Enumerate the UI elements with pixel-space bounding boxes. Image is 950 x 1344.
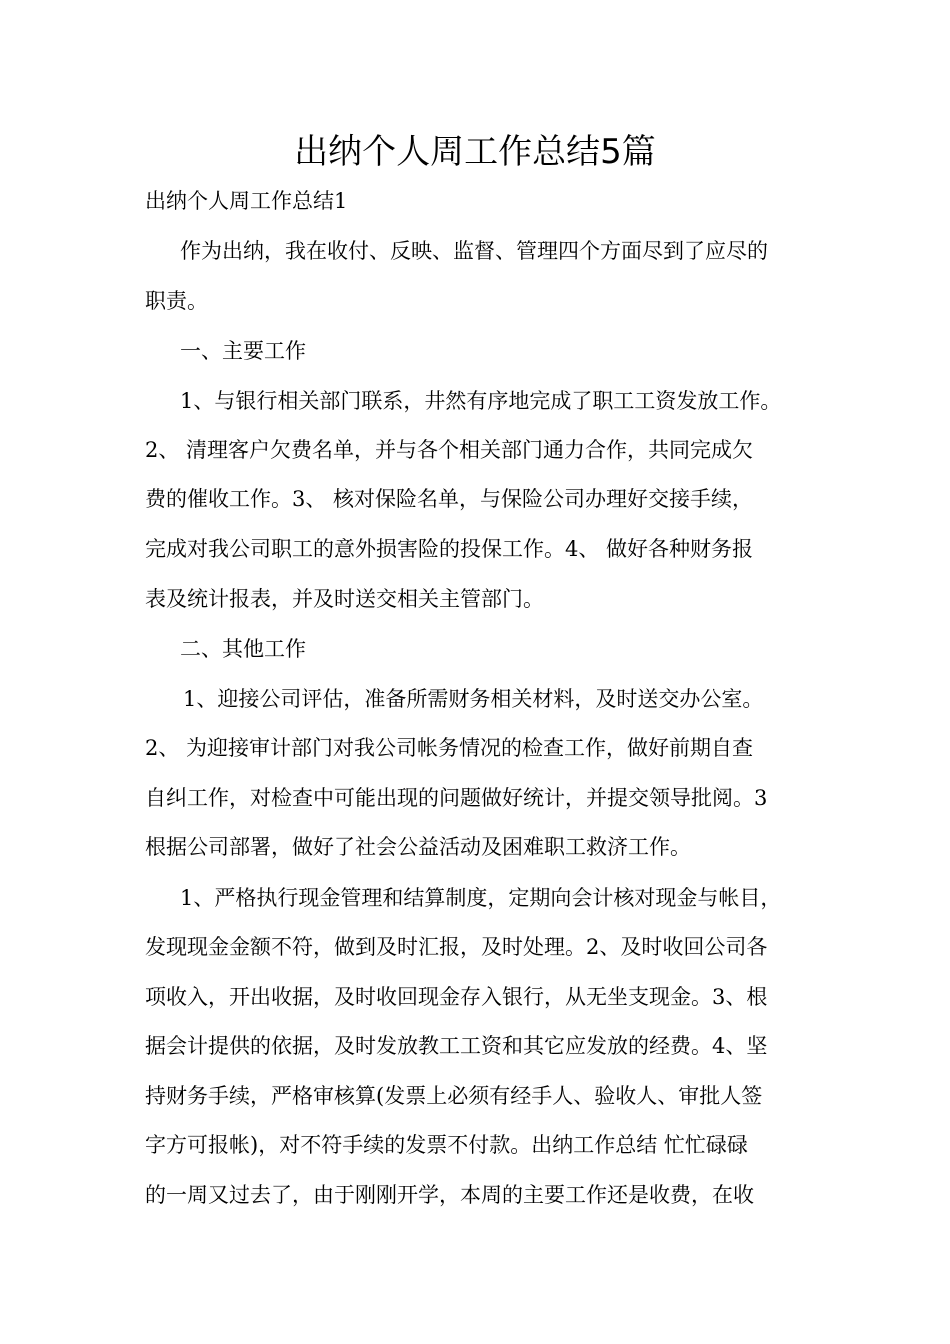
paragraph-line: 根据公司部署，做好了社会公益活动及困难职工救济工作。 — [145, 835, 691, 859]
paragraph-line: 项收入，开出收据，及时收回现金存入银行，从无坐支现金。3、根 — [145, 985, 768, 1009]
paragraph-line: 作为出纳，我在收付、反映、监督、管理四个方面尽到了应尽的 — [180, 239, 768, 263]
paragraph-line: 字方可报帐)，对不符手续的发票不付款。出纳工作总结 忙忙碌碌 — [145, 1133, 748, 1157]
paragraph-line: 职责。 — [145, 289, 208, 313]
document-title: 出纳个人周工作总结5篇 — [294, 132, 656, 172]
paragraph-line: 2、 清理客户欠费名单，并与各个相关部门通力合作，共同完成欠 — [145, 438, 754, 462]
paragraph-line: 1、严格执行现金管理和结算制度，定期向会计核对现金与帐目， — [180, 886, 782, 910]
section-heading: 出纳个人周工作总结1 — [145, 189, 348, 213]
paragraph-line: 费的催收工作。3、 核对保险名单，与保险公司办理好交接手续， — [145, 487, 754, 511]
paragraph-line: 1、与银行相关部门联系，井然有序地完成了职工工资发放工作。 — [180, 389, 782, 413]
paragraph-line: 表及统计报表，并及时送交相关主管部门。 — [145, 587, 544, 611]
paragraph-line: 完成对我公司职工的意外损害险的投保工作。4、 做好各种财务报 — [145, 537, 754, 561]
paragraph-line: 1、迎接公司评估，准备所需财务相关材料，及时送交办公室。 — [183, 687, 764, 711]
paragraph-line: 的一周又过去了，由于刚刚开学，本周的主要工作还是收费，在收 — [145, 1183, 754, 1207]
paragraph-line: 自纠工作，对检查中可能出现的问题做好统计，并提交领导批阅。3 — [145, 786, 768, 810]
paragraph-line: 持财务手续，严格审核算(发票上必须有经手人、验收人、审批人签 — [145, 1084, 763, 1108]
subheading: 二、其他工作 — [180, 637, 306, 661]
paragraph-line: 据会计提供的依据，及时发放教工工资和其它应发放的经费。4、坚 — [145, 1034, 768, 1058]
paragraph-line: 发现现金金额不符，做到及时汇报，及时处理。2、及时收回公司各 — [145, 935, 768, 959]
subheading: 一、主要工作 — [180, 339, 306, 363]
paragraph-line: 2、 为迎接审计部门对我公司帐务情况的检查工作，做好前期自查 — [145, 736, 754, 760]
